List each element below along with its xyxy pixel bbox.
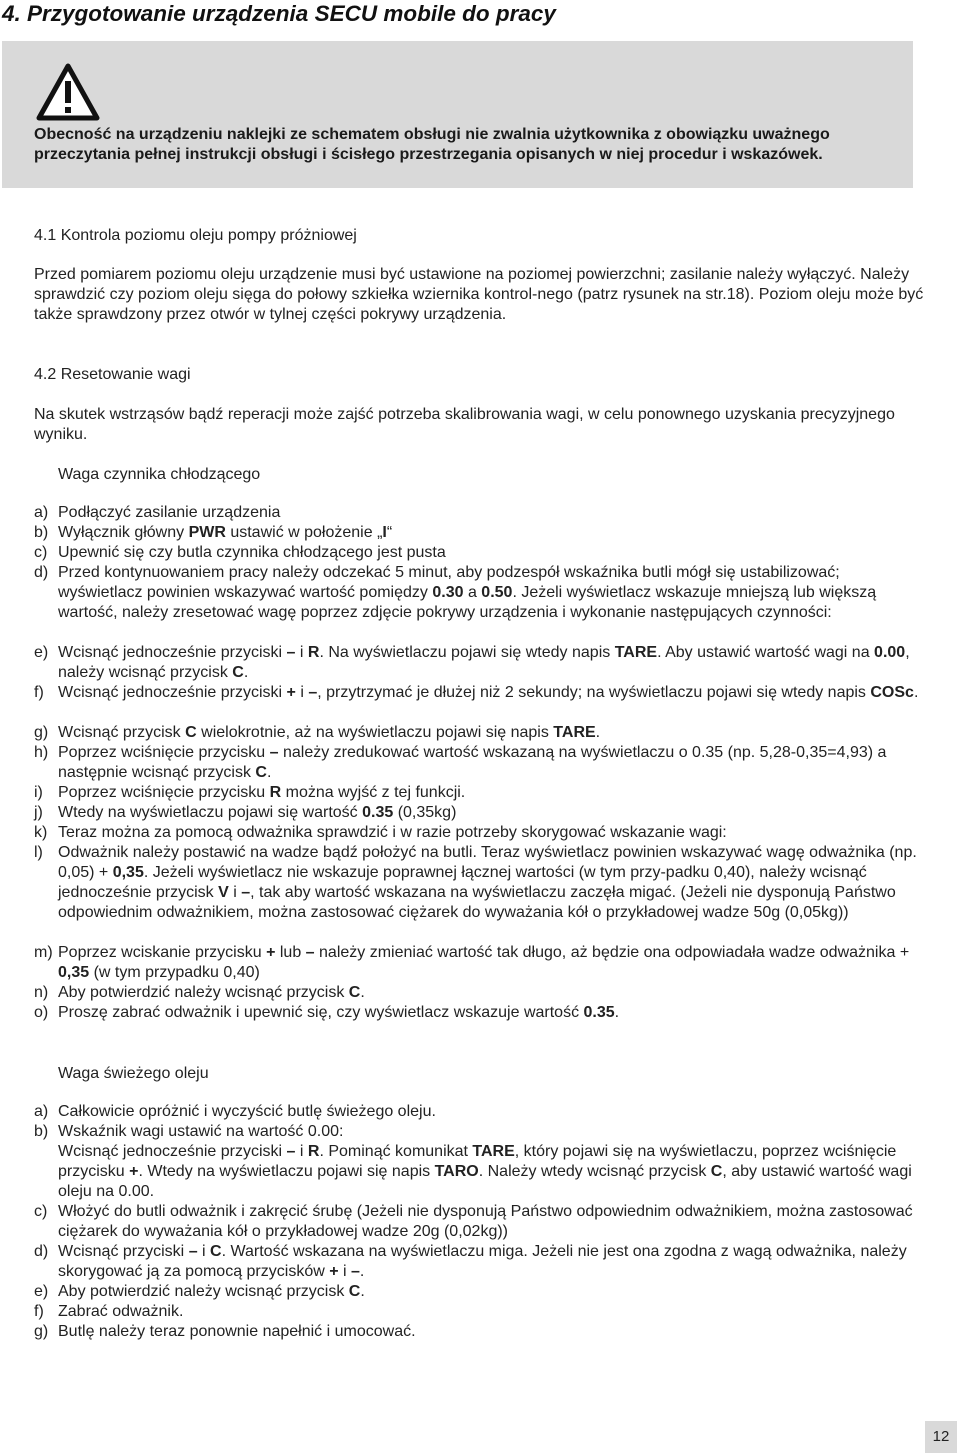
- list-item-text: Włożyć do butli odważnik i zakręcić śrubę (Jeżeli nie dysponują Państwo odpowiednim odważnikiem, można zastosować ciężarek do wyważania kół o przykładowej wadze 20g (0,02kg)): [58, 1203, 913, 1240]
- refrigerant-step-item: [34, 543, 924, 563]
- list-item-text: Butlę należy teraz ponownie napełnić i umocować.: [58, 1323, 416, 1340]
- list-item-text: Poprzez wciskanie przycisku + lub – należy zmieniać wartość tak długo, aż będzie ona odpowiadała wadze odważnika + 0,35 (w tym przypadku 0,40): [58, 944, 910, 981]
- refrigerant-step-item: [34, 843, 924, 923]
- list-item-text: Wcisnąć przyciski – i C. Wartość wskazana na wyświetlaczu miga. Jeżeli nie jest ona zgodna z wagą odważnika, należy skorygować ją za pomocą przycisków + i –.: [58, 1243, 907, 1280]
- list-item-label: k): [34, 824, 48, 841]
- list-item-text: Poprzez wciśnięcie przycisku – należy zredukować wartość wskazaną na wyświetlaczu o 0.35 (np. 5,28-0,35=4,93) a następnie wcisnąć przycisk C.: [58, 744, 887, 781]
- refrigerant-step-item: [34, 743, 924, 783]
- list-item-text: Wyłącznik główny PWR ustawić w położenie „I“: [58, 524, 393, 541]
- list-item-label: l): [34, 844, 43, 861]
- warning-text: Obecność na urządzeniu naklejki ze schematem obsługi nie zwalnia użytkownika z obowiązku uważnego przeczytania pełnej instrukcji obsługi i ścisłego przestrzegania opisanych w niej procedur i wskazówek.: [34, 126, 830, 163]
- fresh-oil-step-item: [34, 1122, 924, 1142]
- list-item-text: Zabrać odważnik.: [58, 1303, 184, 1320]
- fresh-oil-step-item: [34, 1202, 924, 1242]
- list-item-text: Wtedy na wyświetlaczu pojawi się wartość 0.35 (0,35kg): [58, 804, 457, 821]
- section-4-2-heading: 4.2 Resetowanie wagi: [34, 366, 191, 383]
- list-item-label: g): [34, 724, 49, 741]
- refrigerant-step-item: [34, 943, 924, 983]
- list-item-label: b): [34, 1123, 49, 1140]
- refrigerant-step-item: [34, 823, 924, 843]
- list-item-text: Wcisnąć przycisk C wielokrotnie, aż na wyświetlaczu pojawi się napis TARE.: [58, 724, 601, 741]
- page-title: 4. Przygotowanie urządzenia SECU mobile do pracy: [2, 1, 556, 26]
- list-item-label: e): [34, 644, 49, 661]
- list-item-label: j): [34, 804, 43, 821]
- list-item-text: Teraz można za pomocą odważnika sprawdzić i w razie potrzeby skorygować wskazanie wagi:: [58, 824, 727, 841]
- page-number: 12: [925, 1421, 957, 1453]
- list-item-label: c): [34, 544, 48, 561]
- refrigerant-step-item: [34, 723, 924, 743]
- list-item-label: o): [34, 1004, 49, 1021]
- list-item-text: Całkowicie opróżnić i wyczyścić butlę świeżego oleju.: [58, 1103, 436, 1120]
- list-item-label: a): [34, 504, 49, 521]
- list-item-text: Poprzez wciśnięcie przycisku R można wyjść z tej funkcji.: [58, 784, 466, 801]
- list-item-label: n): [34, 984, 49, 1001]
- fresh-oil-step-item: [34, 1322, 924, 1342]
- list-item-text: Wcisnąć jednocześnie przyciski + i –, przytrzymać je dłużej niż 2 sekundy; na wyświetlaczu pojawi się wtedy napis COSc.: [58, 684, 919, 701]
- warning-box: [2, 41, 913, 188]
- list-item-text: Przed kontynuowaniem pracy należy odczekać 5 minut, aby podzespół wskaźnika butli mógł się ustabilizować; wyświetlacz powinien wskazywać wartość pomiędzy 0.30 a 0.50. Jeżeli wyświetlacz wskazuje mniejszą lub większą wartość, należy zresetować wagę poprzez zdjęcie pokrywy urządzenia i wykonanie następujących czynności:: [58, 564, 877, 621]
- list-item-label: a): [34, 1103, 49, 1120]
- fresh-oil-step-item: [34, 1282, 924, 1302]
- list-item-label: b): [34, 524, 49, 541]
- list-item-label: h): [34, 744, 49, 761]
- section-4-1-heading: 4.1 Kontrola poziomu oleju pompy próżniowej: [34, 227, 357, 244]
- list-item-text: Wcisnąć jednocześnie przyciski – i R. Na wyświetlaczu pojawi się wtedy napis TARE. Aby ustawić wartość wagi na 0.00, należy wcisnąć przycisk C.: [58, 644, 910, 681]
- list-item-text: Upewnić się czy butla czynnika chłodzącego jest pusta: [58, 544, 446, 561]
- list-item-text: Aby potwierdzić należy wcisnąć przycisk C.: [58, 984, 365, 1001]
- refrigerant-step-item: [34, 803, 924, 823]
- list-item-label: g): [34, 1323, 49, 1340]
- warning-triangle-icon: [36, 63, 100, 121]
- list-item-label: d): [34, 1243, 49, 1260]
- list-item-text: Odważnik należy postawić na wadze bądź położyć na butli. Teraz wyświetlacz powinien wskazywać wagę odważnika (np. 0,05) + 0,35. Jeżeli wyświetlacz nie wskazuje poprawnej łącznej wartości (w tym przy-padku 0,40), należy wcisnąć jednocześnie przycisk V i –, tak aby wartość wskazana na wyświetlaczu zaczęła migać. (Jeżeli nie dysponują Państwo odpowiednim odważnikiem, można zastosować ciężarek do wyważania kół o przykładowej wadze 50g (0,05kg)): [58, 844, 917, 921]
- refrigerant-step-item: [34, 1003, 924, 1023]
- list-item-label: f): [34, 1303, 44, 1320]
- list-item-label: e): [34, 1283, 49, 1300]
- list-item-label: f): [34, 684, 44, 701]
- fresh-oil-step-item: [34, 1102, 924, 1122]
- fresh-oil-step-item: [34, 1142, 924, 1202]
- list-item-label: m): [34, 944, 53, 961]
- list-item-label: i): [34, 784, 43, 801]
- section-4-2-text: Na skutek wstrząsów bądź reperacji może zajść potrzeba skalibrowania wagi, w celu ponownego uzyskania precyzyjnego wyniku.: [34, 406, 895, 443]
- list-item-label: c): [34, 1203, 48, 1220]
- refrigerant-step-item: [34, 643, 924, 683]
- refrigerant-step-item: [34, 783, 924, 803]
- refrigerant-step-item: [34, 503, 924, 523]
- fresh-oil-step-item: [34, 1302, 924, 1322]
- refrigerant-step-item: [34, 683, 924, 703]
- list-item-text: Wcisnąć jednocześnie przyciski – i R. Pominąć komunikat TARE, który pojawi się na wyświetlaczu, poprzez wciśnięcie przycisku +. Wtedy na wyświetlaczu pojawi się napis TARO. Należy wtedy wcisnąć przycisk C, aby ustawić wartość wagi oleju na 0.00.: [58, 1143, 912, 1200]
- list-item-label: d): [34, 564, 49, 581]
- fresh-oil-subheading: Waga świeżego oleju: [58, 1065, 209, 1082]
- refrigerant-step-item: [34, 983, 924, 1003]
- list-item-text: Podłączyć zasilanie urządzenia: [58, 504, 281, 521]
- list-item-text: Wskaźnik wagi ustawić na wartość 0.00:: [58, 1123, 344, 1140]
- refrigerant-subheading: Waga czynnika chłodzącego: [58, 466, 261, 483]
- refrigerant-step-item: [34, 523, 924, 543]
- refrigerant-step-item: [34, 563, 924, 623]
- fresh-oil-step-item: [34, 1242, 924, 1282]
- list-item-text: Aby potwierdzić należy wcisnąć przycisk C.: [58, 1283, 365, 1300]
- section-4-1-text: Przed pomiarem poziomu oleju urządzenie musi być ustawione na poziomej powierzchni; zasilanie należy wyłączyć. Należy sprawdzić czy poziom oleju sięga do połowy szkiełka wziernika kontrol-nego (patrz rysunek na str.18). Poziom oleju może być także sprawdzony przez otwór w tylnej części pokrywy urządzenia.: [34, 266, 924, 323]
- list-item-text: Proszę zabrać odważnik i upewnić się, czy wyświetlacz wskazuje wartość 0.35.: [58, 1004, 620, 1021]
